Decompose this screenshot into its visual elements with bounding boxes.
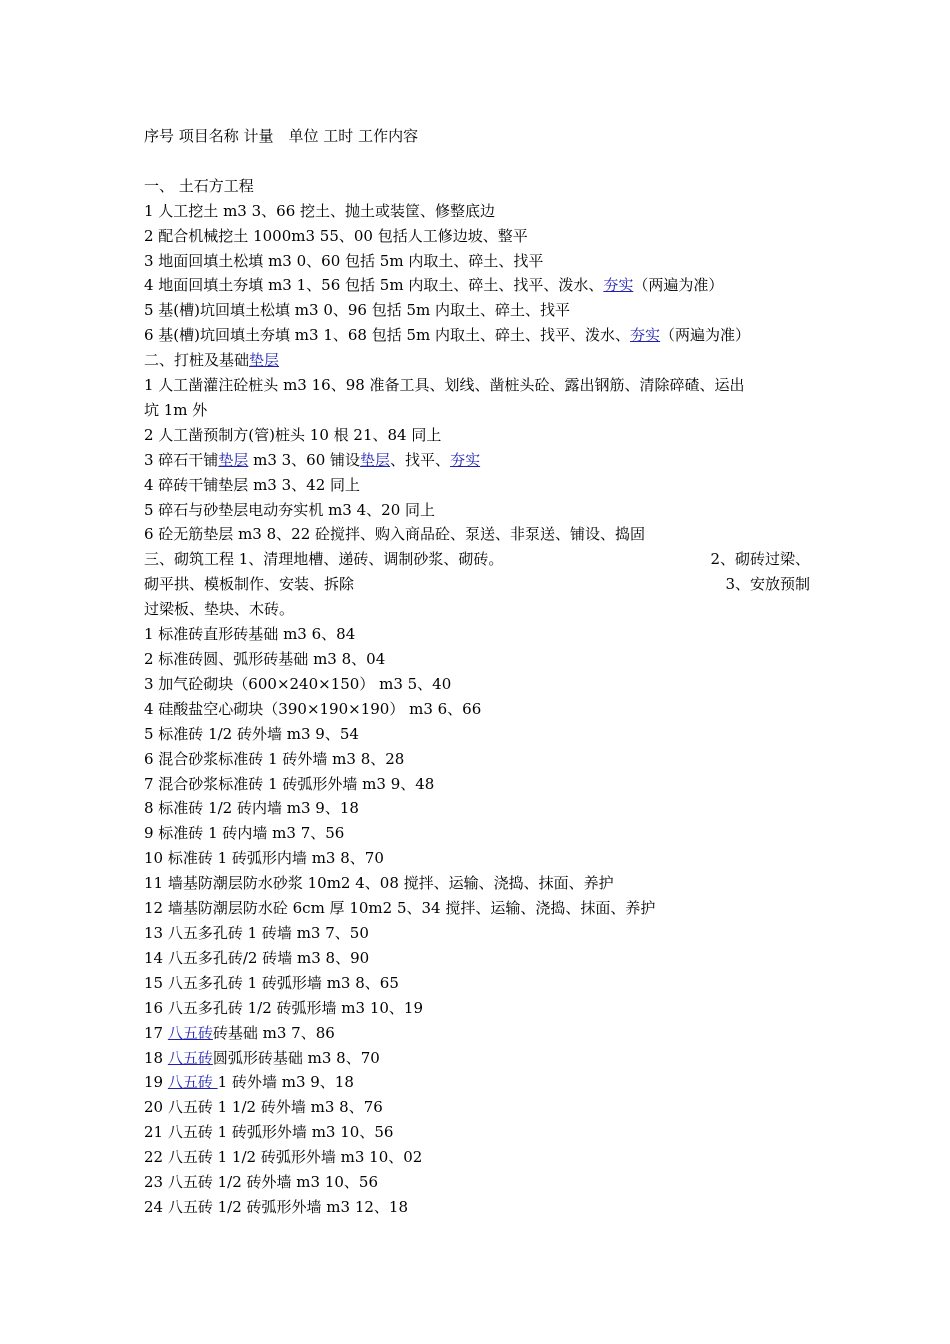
list-item-text: 14 八五多孔砖/2 砖墙 m3 8、90	[144, 948, 370, 967]
list-item	[144, 323, 810, 348]
list-item	[144, 996, 810, 1021]
list-item-text: 1 人工凿灌注砼桩头 m3 16、98 准备工具、划线、凿桩头砼、露出钢筋、清除碎碴、运出	[144, 376, 745, 395]
list-item-text: 24 八五砖 1/2 砖弧形外墙 m3 12、18	[144, 1197, 409, 1216]
list-item	[144, 473, 810, 498]
list-item-text: 21 八五砖 1 砖弧形外墙 m3 10、56	[144, 1123, 394, 1142]
list-item	[144, 871, 810, 896]
list-item	[144, 373, 810, 398]
list-item-text: 、找平、	[390, 450, 451, 469]
section-title-text: 二、打桩及基础	[144, 351, 250, 370]
list-item	[144, 672, 810, 697]
list-item	[144, 498, 810, 523]
list-item	[144, 697, 810, 722]
list-item	[144, 423, 810, 448]
list-item-text: 22 八五砖 1 1/2 砖弧形外墙 m3 10、02	[144, 1148, 423, 1167]
list-item-text: （两遍为准）	[633, 276, 724, 295]
list-item	[144, 1145, 810, 1170]
list-item-text: 10 标准砖 1 砖弧形内墙 m3 8、70	[144, 849, 384, 868]
list-item-text: 17	[144, 1023, 168, 1042]
list-item-text: 11 墙基防潮层防水砂浆 10m2 4、08 搅拌、运输、浇捣、抹面、养护	[144, 874, 614, 893]
list-item	[144, 971, 810, 996]
list-item-text: 6 基(槽)坑回填土夯填 m3 1、68 包括 5m 内取土、碎土、找平、泼水、	[144, 326, 631, 345]
list-item-text: 20 八五砖 1 1/2 砖外墙 m3 8、76	[144, 1098, 383, 1117]
list-item	[144, 647, 810, 672]
list-item-text: 13 八五多孔砖 1 砖墙 m3 7、50	[144, 923, 369, 942]
list-item-text: 4 碎砖干铺垫层 m3 3、42 同上	[144, 475, 361, 494]
list-item-text: 2 配合机械挖土 1000m3 55、00 包括人工修边坡、整平	[144, 226, 528, 245]
list-item	[144, 796, 810, 821]
list-item-text: 18	[144, 1048, 168, 1067]
table-header-line: 序号 项目名称 计量 单位 工时 工作内容	[144, 127, 419, 145]
list-item-text: （两遍为准）	[660, 326, 751, 345]
section-title	[144, 174, 810, 199]
hyperlink[interactable]: 垫层	[360, 450, 391, 469]
hyperlink[interactable]: 夯实	[450, 450, 481, 469]
section-title-text: 3、安放预制	[725, 575, 810, 594]
list-item-text: 5 标准砖 1/2 砖外墙 m3 9、54	[144, 724, 359, 743]
list-item-text: 1 人工挖土 m3 3、66 挖土、抛土或装筐、修整底边	[144, 201, 496, 220]
hyperlink[interactable]: 夯实	[603, 276, 634, 295]
document-body	[144, 124, 810, 1220]
hyperlink[interactable]: 八五砖	[167, 1073, 218, 1092]
section-title-text: 砌平拱、模板制作、安装、拆除	[144, 575, 355, 594]
list-item-text: 12 墙基防潮层防水砼 6cm 厚 10m2 5、34 搅拌、运输、浇捣、抹面、养护	[144, 899, 656, 918]
list-item	[144, 1170, 810, 1195]
list-item	[144, 772, 810, 797]
list-item	[144, 1021, 810, 1046]
list-item	[144, 946, 810, 971]
list-item-text: 23 八五砖 1/2 砖外墙 m3 10、56	[144, 1173, 379, 1192]
list-item	[144, 896, 810, 921]
list-item-text: 15 八五多孔砖 1 砖弧形墙 m3 8、65	[144, 973, 399, 992]
list-item	[144, 1095, 810, 1120]
list-item	[144, 448, 810, 473]
list-item-continued	[144, 398, 810, 423]
list-item	[144, 1120, 810, 1145]
list-item	[144, 522, 810, 547]
blank-line	[144, 149, 810, 174]
list-item-text: 4 硅酸盐空心砌块（390×190×190） m3 6、66	[144, 699, 482, 718]
list-item	[144, 298, 810, 323]
list-item-text: 5 基(槽)坑回填土松填 m3 0、96 包括 5m 内取土、碎土、找平	[144, 301, 571, 320]
list-item-text: 坑 1m 外	[144, 400, 208, 419]
section-title-text: 过梁板、垫块、木砖。	[144, 600, 295, 619]
list-item-text: m3 3、60 铺设	[248, 450, 361, 469]
list-item-text: 砖基础 m3 7、86	[212, 1023, 335, 1042]
section-title-continued	[144, 597, 810, 622]
list-item-text: 圆弧形砖基础 m3 8、70	[212, 1048, 380, 1067]
list-item-text: 5 碎石与砂垫层电动夯实机 m3 4、20 同上	[144, 500, 436, 519]
list-item-text: 2 人工凿预制方(管)桩头 10 根 21、84 同上	[144, 425, 442, 444]
list-item	[144, 273, 810, 298]
sections	[144, 174, 810, 1220]
list-item-text: 3 加气砼砌块（600×240×150） m3 5、40	[144, 674, 452, 693]
list-item-text: 2 标准砖圆、弧形砖基础 m3 8、04	[144, 650, 386, 669]
list-item	[144, 199, 810, 224]
list-item	[144, 747, 810, 772]
section-title-text: 2、砌砖过梁、	[710, 550, 810, 569]
list-item	[144, 846, 810, 871]
hyperlink[interactable]: 垫层	[218, 450, 249, 469]
list-item-text: 16 八五多孔砖 1/2 砖弧形墙 m3 10、19	[144, 998, 424, 1017]
list-item	[144, 921, 810, 946]
list-item-text: 19	[144, 1073, 168, 1092]
hyperlink[interactable]: 垫层	[249, 351, 280, 370]
section-title	[144, 547, 810, 572]
list-item-text: 6 混合砂浆标准砖 1 砖外墙 m3 8、28	[144, 749, 405, 768]
list-item	[144, 224, 810, 249]
list-item	[144, 249, 810, 274]
list-item-text: 3 地面回填土松填 m3 0、60 包括 5m 内取土、碎土、找平	[144, 251, 544, 270]
list-item	[144, 821, 810, 846]
section-title-continued	[144, 572, 810, 597]
section-title-text: 三、砌筑工程 1、清理地槽、递砖、调制砂浆、砌砖。	[144, 550, 504, 569]
section-title-text: 一、 土石方工程	[144, 176, 254, 195]
hyperlink[interactable]: 八五砖	[167, 1023, 213, 1042]
list-item-text: 4 地面回填土夯填 m3 1、56 包括 5m 内取土、碎土、找平、泼水、	[144, 276, 604, 295]
hyperlink[interactable]: 夯实	[630, 326, 661, 345]
list-item-text: 9 标准砖 1 砖内墙 m3 7、56	[144, 824, 345, 843]
section-title	[144, 348, 810, 373]
list-item-text: 7 混合砂浆标准砖 1 砖弧形外墙 m3 9、48	[144, 774, 435, 793]
list-item	[144, 722, 810, 747]
list-item	[144, 622, 810, 647]
list-item	[144, 1046, 810, 1071]
list-item	[144, 1070, 810, 1095]
hyperlink[interactable]: 八五砖	[167, 1048, 213, 1067]
list-item-text: 3 碎石干铺	[144, 450, 219, 469]
list-item-text: 8 标准砖 1/2 砖内墙 m3 9、18	[144, 799, 359, 818]
list-item-text: 1 标准砖直形砖基础 m3 6、84	[144, 625, 356, 644]
list-item-text: 1 砖外墙 m3 9、18	[217, 1073, 354, 1092]
list-item	[144, 1195, 810, 1220]
list-item-text: 6 砼无筋垫层 m3 8、22 砼搅拌、购入商品砼、泵送、非泵送、铺设、捣固	[144, 525, 646, 544]
